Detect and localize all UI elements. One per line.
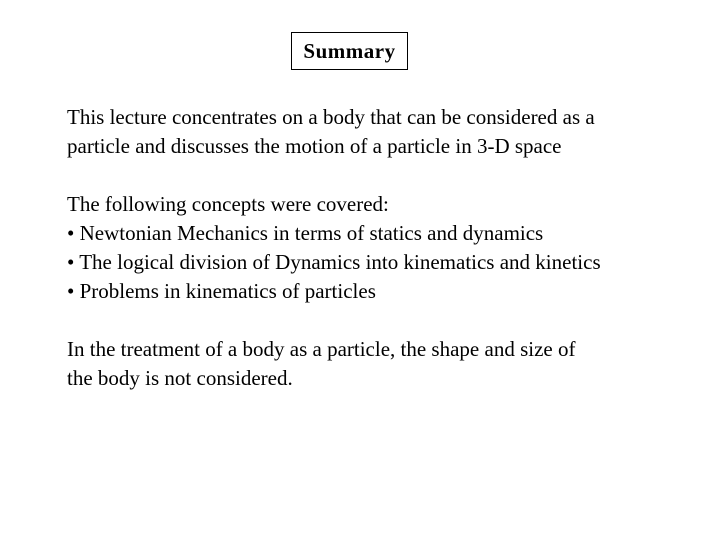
slide-body	[67, 103, 707, 393]
intro-line-2: particle and discusses the motion of a particle in 3-D space	[67, 134, 562, 158]
concepts-heading: The following concepts were covered:	[67, 192, 389, 216]
bullet-item: • The logical division of Dynamics into kinematics and kinetics	[67, 250, 601, 274]
intro-paragraph	[67, 103, 707, 161]
bullet-item: • Newtonian Mechanics in terms of statics and dynamics	[67, 221, 544, 245]
conclusion-line-1: In the treatment of a body as a particle, the shape and size of	[67, 337, 576, 361]
bullet-item: • Problems in kinematics of particles	[67, 279, 376, 303]
slide-title-text: Summary	[303, 38, 396, 63]
conclusion-paragraph	[67, 335, 707, 393]
slide-title	[291, 32, 408, 70]
intro-line-1: This lecture concentrates on a body that can be considered as a	[67, 105, 595, 129]
concepts-section	[67, 190, 707, 306]
conclusion-line-2: the body is not considered.	[67, 366, 293, 390]
